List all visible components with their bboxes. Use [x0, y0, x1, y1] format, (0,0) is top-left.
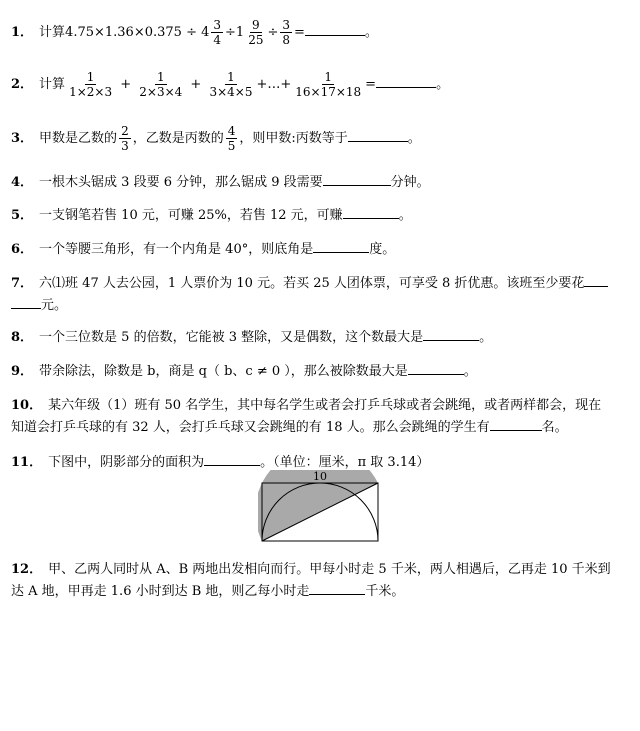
question-end: 分钟。 — [390, 175, 430, 190]
question-end: 。 — [463, 364, 477, 379]
answer-blank[interactable] — [313, 238, 369, 253]
fraction: $\frac{2}{3}$ — [121, 124, 129, 153]
question-text: 达 A 地，甲再走 1.6 小时到达 B 地，则乙每小时走 — [11, 584, 310, 599]
question-text: ，则甲数:丙数等于 — [239, 131, 348, 146]
question-text: 下图中，阴影部分的面积为 — [48, 455, 205, 470]
fraction: $\frac{3}{8}$ — [282, 18, 291, 47]
question-end: 千米。 — [365, 584, 405, 599]
question-3 — [11, 124, 632, 153]
question-end: 。（单位：厘米，π 取 3.14） — [260, 455, 430, 470]
fraction: $\frac{1}{2\times 3\times 4}$ — [139, 70, 183, 99]
question-end: 。 — [436, 77, 450, 92]
question-end: 元。 — [41, 298, 68, 313]
fraction: $\frac{1}{1\times 2\times 3}$ — [69, 70, 113, 99]
answer-blank[interactable] — [376, 73, 436, 88]
answer-blank[interactable] — [305, 21, 365, 36]
question-end: 。 — [479, 330, 493, 345]
answer-blank[interactable] — [348, 127, 408, 142]
operator: ÷ — [267, 25, 279, 40]
question-text: 某六年级（1）班有 50 名学生，其中每名学生或者会打乒乓球或者会跳绳，或者两样都会，现在 — [48, 398, 602, 413]
question-number: 7． — [11, 276, 34, 291]
question-5 — [11, 204, 632, 226]
question-text: ，乙数是丙数的 — [132, 131, 224, 146]
answer-blank[interactable] — [204, 451, 260, 466]
answer-blank[interactable] — [423, 326, 479, 341]
question-text: 一个三位数是 5 的倍数，它能被 3 整除，又是偶数，这个数最大是 — [39, 330, 424, 345]
question-end: 。 — [407, 131, 421, 146]
question-text: 甲数是乙数的 — [39, 131, 118, 146]
figure-label: 10 — [313, 470, 327, 483]
question-4 — [11, 171, 632, 193]
answer-blank[interactable] — [343, 204, 399, 219]
question-8 — [11, 326, 632, 348]
answer-blank[interactable] — [323, 171, 391, 186]
answer-blank[interactable] — [408, 360, 464, 375]
question-7 — [11, 272, 629, 316]
equals: = — [365, 77, 377, 92]
question-1 — [11, 18, 632, 47]
question-2: 2． 计算 $\frac{1}{1\times 2\times 3}$ + $\frac{1}{2\times 3\times 4}$ + $\frac{1}{3\times 4\times 5}$ +…+ $\frac{1}{16\times 17\times 18}$ = 。 — [11, 70, 450, 99]
question-number: 12． — [11, 562, 43, 577]
fraction: $\frac{9}{25}$ — [248, 18, 264, 47]
fraction: $\frac{1}{16\times 17\times 18}$ — [295, 70, 362, 99]
fraction: $\frac{1}{3\times 4\times 5}$ — [209, 70, 253, 99]
answer-blank[interactable] — [309, 580, 365, 595]
question-text: 一个等腰三角形，有一个内角是 40°，则底角是 — [39, 242, 314, 257]
question-number: 9． — [11, 364, 34, 379]
question-number: 1． — [11, 25, 34, 40]
answer-blank[interactable] — [490, 416, 542, 431]
equals: = — [294, 25, 305, 40]
question-6 — [11, 238, 632, 260]
question-number: 2． — [11, 77, 34, 92]
question-text: 计算4.75×1.36×0.375 ÷ 4 — [39, 25, 210, 40]
fraction: $\frac{4}{5}$ — [227, 124, 236, 153]
question-text: 知道会打乒乓球的有 32 人，会打乒乓球又会跳绳的有 18 人。那么会跳绳的学生有 — [11, 420, 490, 435]
question-text: 六⑴班 47 人去公园，1 人票价为 10 元。若买 25 人团体票，可享受 8 折优惠。该班至少要花 — [39, 276, 585, 291]
answer-blank[interactable] — [584, 272, 608, 287]
question-text: 计算 — [39, 77, 66, 92]
question-number: 6． — [11, 242, 34, 257]
operator: ÷1 — [225, 25, 245, 40]
question-number: 8． — [11, 330, 34, 345]
question-12 — [11, 560, 632, 602]
question-end: 。 — [364, 25, 378, 40]
question-number: 4． — [11, 175, 34, 190]
fraction: $\frac{3}{4}$ — [213, 18, 222, 47]
question-number: 11． — [11, 455, 43, 470]
question-9 — [11, 360, 632, 382]
question-text: 甲、乙两人同时从 A、B 两地出发相向而行。甲每小时走 5 千米，两人相遇后，乙再走 10 千米到 — [48, 562, 611, 577]
question-end: 。 — [398, 208, 412, 223]
shaded-area-figure — [258, 470, 382, 544]
question-number: 5． — [11, 208, 34, 223]
question-text: 带余除法，除数是 b，商是 q（ b、c ≠ 0 ），那么被除数最大是 — [39, 364, 408, 379]
operator: +…+ — [256, 77, 292, 92]
question-end: 名。 — [541, 420, 568, 435]
question-10 — [11, 396, 632, 438]
question-text: 一支钢笔若售 10 元，可赚 25%，若售 12 元，可赚 — [39, 208, 343, 223]
question-number: 3． — [11, 131, 34, 146]
answer-blank-continued[interactable] — [11, 294, 41, 309]
question-end: 度。 — [369, 242, 396, 257]
question-number: 10． — [11, 398, 43, 413]
question-text: 一根木头锯成 3 段要 6 分钟，那么锯成 9 段需要 — [39, 175, 323, 190]
